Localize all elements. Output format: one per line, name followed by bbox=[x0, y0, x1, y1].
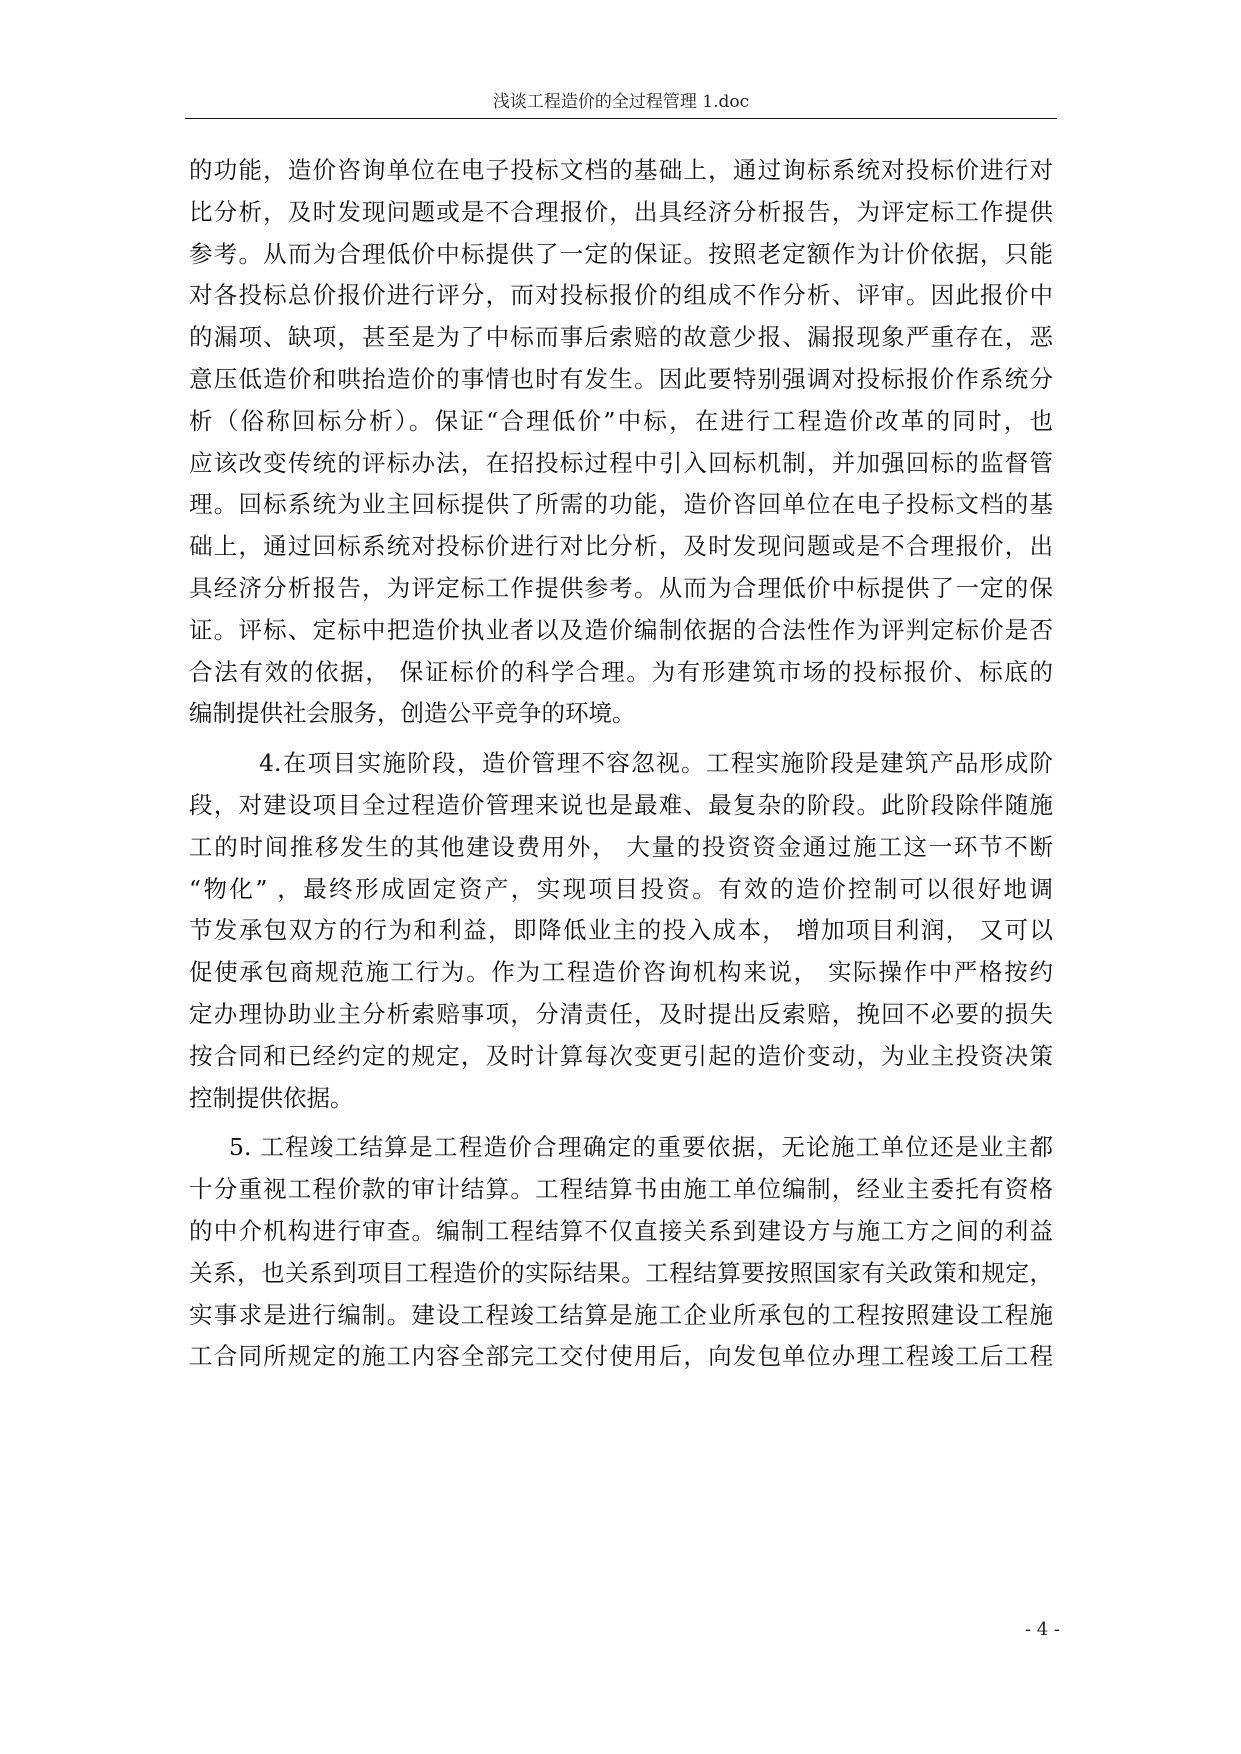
text-line: 对各投标总价报价进行评分，而对投标报价的组成不作分析、评审。因此报价中 bbox=[189, 281, 1053, 310]
text-line: 实事求是进行编制。建设工程竣工结算是施工企业所承包的工程按照建设工程施 bbox=[189, 1300, 1053, 1329]
text-line: 编制提供社会服务，创造公平竞争的环境。 bbox=[189, 699, 636, 728]
header-divider bbox=[185, 118, 1057, 119]
text-line: 5. 工程竣工结算是工程造价合理确定的重要依据，无论施工单位还是业主都 bbox=[229, 1133, 1053, 1162]
text-line: 应该改变传统的评标办法，在招投标过程中引入回标机制，并加强回标的监督管 bbox=[189, 448, 1053, 477]
text-line: 具经济分析报告，为评定标工作提供参考。从而为合理低价中标提供了一定的保 bbox=[189, 573, 1053, 602]
paragraph-final-settlement bbox=[189, 1127, 1053, 1378]
text-line: 控制提供依据。 bbox=[189, 1083, 354, 1112]
page-number: - 4 - bbox=[1024, 1619, 1060, 1640]
text-line: 的中介机构进行审查。编制工程结算不仅直接关系到建设方与施工方之间的利益 bbox=[189, 1216, 1053, 1245]
text-line: 定办理协助业主分析索赔事项，分清责任，及时提出反索赔，挽回不必要的损失 bbox=[189, 999, 1053, 1028]
text-line: 关系，也关系到项目工程造价的实际结果。工程结算要按照国家有关政策和规定， bbox=[189, 1258, 1053, 1287]
text-line: “物化” ，最终形成固定资产，实现项目投资。有效的造价控制可以很好地调 bbox=[189, 874, 1053, 903]
text-line: 意压低造价和哄抬造价的事情也时有发生。因此要特别强调对投标报价作系统分 bbox=[189, 364, 1053, 393]
text-line: 按合同和已经约定的规定，及时计算每次变更引起的造价变动，为业主投资决策 bbox=[189, 1041, 1053, 1070]
paragraph-implementation-stage bbox=[189, 743, 1053, 1119]
text-line: 4.在项目实施阶段，造价管理不容忽视。工程实施阶段是建筑产品形成阶 bbox=[259, 749, 1053, 778]
text-line: 的漏项、缺项，甚至是为了中标而事后索赔的故意少报、漏报现象严重存在，恶 bbox=[189, 323, 1053, 352]
text-line: 十分重视工程价款的审计结算。工程结算书由施工单位编制，经业主委托有资格 bbox=[189, 1175, 1053, 1204]
text-line: 节发承包双方的行为和利益，即降低业主的投入成本， 增加项目利润， 又可以 bbox=[189, 916, 1053, 945]
text-line: 合法有效的依据， 保证标价的科学合理。为有形建筑市场的投标报价、标底的 bbox=[189, 657, 1053, 686]
text-line: 的功能，造价咨询单位在电子投标文档的基础上，通过询标系统对投标价进行对 bbox=[189, 156, 1053, 184]
text-line: 础上，通过回标系统对投标价进行对比分析，及时发现问题或是不合理报价，出 bbox=[189, 532, 1053, 561]
text-line: 析（俗称回标分析）。保证“合理低价”中标，在进行工程造价改革的同时，也 bbox=[189, 406, 1053, 435]
text-line: 理。回标系统为业主回标提供了所需的功能，造价咨回单位在电子投标文档的基 bbox=[189, 490, 1053, 519]
text-line: 段，对建设项目全过程造价管理来说也是最难、最复杂的阶段。此阶段除伴随施 bbox=[189, 790, 1053, 819]
text-line: 证。评标、定标中把造价执业者以及造价编制依据的合法性作为评判定标价是否 bbox=[189, 615, 1053, 644]
text-line: 促使承包商规范施工行为。作为工程造价咨询机构来说， 实际操作中严格按约 bbox=[189, 958, 1053, 987]
text-line: 参考。从而为合理低价中标提供了一定的保证。按照老定额作为计价依据，只能 bbox=[189, 239, 1053, 268]
document-body bbox=[189, 150, 1053, 1378]
paragraph-bid-analysis bbox=[189, 150, 1053, 735]
text-line: 比分析，及时发现问题或是不合理报价，出具经济分析报告，为评定标工作提供 bbox=[189, 197, 1053, 226]
text-line: 工合同所规定的施工内容全部完工交付使用后，向发包单位办理工程竣工后工程 bbox=[189, 1342, 1053, 1371]
text-line: 工的时间推移发生的其他建设费用外， 大量的投资资金通过施工这一环节不断 bbox=[189, 832, 1053, 861]
document-header-title: 浅谈工程造价的全过程管理 1.doc bbox=[492, 92, 750, 112]
